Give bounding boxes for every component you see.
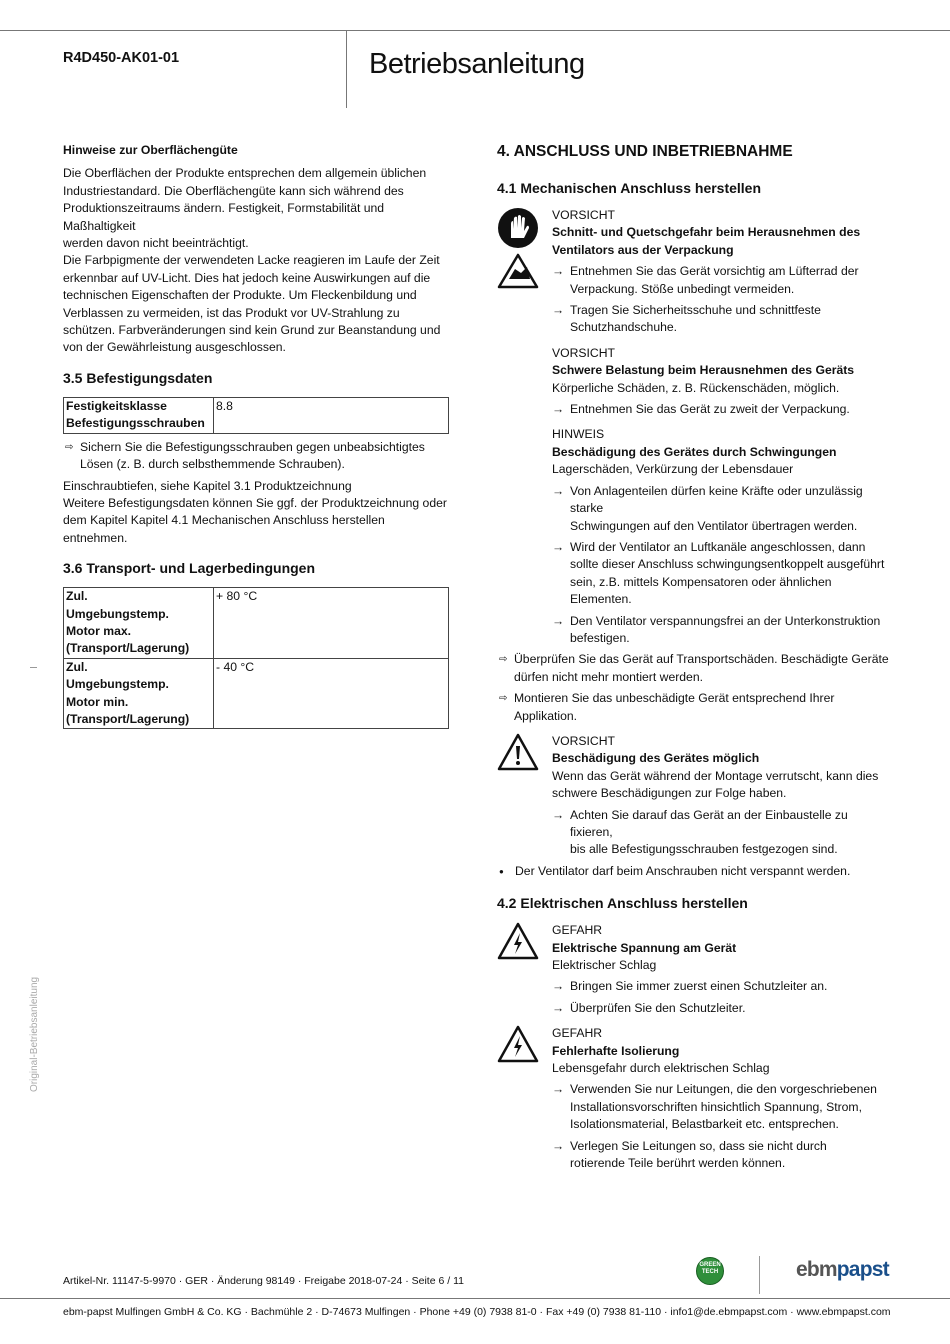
gloves-mandatory-icon [497,207,539,291]
section-heading: 4. ANSCHLUSS UND INBETRIEBNAHME [497,143,793,160]
bullet-item [497,863,892,880]
electric-hazard-icon [497,1025,539,1065]
text-line: Überprüfen Sie das Gerät auf Transportschäden. Beschädigte Geräte [514,652,889,667]
table-key [64,588,214,659]
note-item [497,690,892,725]
arrow-icon: → [552,979,565,994]
text-line: Schnitt- und Quetschgefahr beim Herausnehmen des [552,225,861,240]
table-row [64,397,449,433]
text-line: Umgebungstemp. [66,606,169,621]
arrow-icon: → [552,303,565,318]
text-line: Von Anlagenteilen dürfen keine Kräfte oder unzulässig starke [570,483,863,516]
logo-part: papst [836,1258,889,1281]
table-key [64,397,214,433]
arrow-icon: → [552,1082,565,1097]
fix-note [63,439,449,474]
table-value: - 40 °C [214,658,449,729]
text-line: Sichern Sie die Befestigungsschrauben gegen unbeabsichtigtes [80,439,425,454]
arrow-icon: → [552,807,565,822]
note-arrow-icon: ⇨ [65,441,74,453]
text-line: Festigkeitsklasse [66,398,167,413]
margin-mark [30,667,37,668]
surface-heading: Hinweise zur Oberflächengüte [63,143,238,157]
warning-title: Fehlerhafte Isolierung [552,1043,680,1058]
text-line: erkennbar auf UV-Licht. Dies hat jedoch keine Auswirkungen auf die [63,270,431,285]
warning-desc: Elektrischer Schlag [552,958,657,973]
text-line: Lösen (z. B. durch selbsthemmende Schrauben). [80,457,345,472]
text-line: Verblassen zu vermeiden, ist das Produkt vor UV-Strahlung zu [63,305,400,320]
text-line: Die Oberflächen der Produkte entsprechen dem allgemein üblichen [63,166,427,181]
text-line: TECH [701,1269,719,1275]
document-id: R4D450-AK01-01 [63,50,180,66]
text-line: GREEN [699,1262,721,1268]
text-line: schützen. Farbveränderungen sind kein Grund zur Beanstandung und [63,323,441,338]
text-line: Zul. [66,589,88,604]
arrow-icon: → [552,1000,565,1015]
action-item [552,1138,892,1173]
fix-heading: 3.5 Befestigungsdaten [63,369,213,386]
surface-text [63,165,449,356]
warning-icons [497,922,539,967]
arrow-icon: → [552,1138,565,1153]
action-item [552,1081,892,1133]
text-line: von der Gewährleistung ausgeschlossen. [63,340,286,355]
text-line: Motor max. [66,623,132,638]
left-column [63,142,449,729]
warning-block [497,733,892,859]
text-line: Umgebungstemp. [66,677,169,692]
text-line: Befestigungsschrauben [66,416,205,431]
warning-level: VORSICHT [552,208,615,222]
warning-triangle-icon [497,733,539,773]
arrow-icon: → [552,613,565,628]
text-line: Einschraubtiefen, siehe Kapitel 3.1 Produktzeichnung [63,478,352,493]
header-separator [346,30,347,108]
text-line: Die Farbpigmente der verwendeten Lacke reagieren im Laufe der Zeit [63,253,440,268]
text-line: Achten Sie darauf das Gerät an der Einbaustelle zu fixieren, [570,807,848,839]
text-line: Tragen Sie Sicherheitsschuhe und schnittfeste [570,303,821,318]
text-line: (Transport/Lagerung) [66,641,190,656]
text-line: Montieren Sie das unbeschädigte Gerät entsprechend Ihrer Applikation. [514,691,835,723]
transport-heading: 3.6 Transport- und Lagerbedingungen [63,560,316,577]
fix-table [63,397,449,434]
text-line: Entnehmen Sie das Gerät vorsichtig am Lüfterrad der [570,264,859,279]
table-key [64,658,214,729]
header-top-rule [0,30,950,31]
text-line: befestigen. [570,630,630,645]
fix-text [63,478,449,548]
warning-block [497,1025,892,1172]
table-row [64,588,449,659]
brand-logo [796,1256,889,1284]
action-item [552,302,892,337]
warning-icons [497,733,539,778]
footer-article: Artikel-Nr. 11147-5-9970 · GER · Änderung 98149 · Freigabe 2018-07-24 · Seite 6 / 11 [63,1275,464,1287]
warning-desc: Körperliche Schäden, z. B. Rückenschäden, möglich. [552,380,840,395]
warning-title: Schwere Belastung beim Herausnehmen des Geräts [552,363,855,378]
arrow-icon: → [552,539,565,554]
warning-desc: Lagerschäden, Verkürzung der Lebensdauer [552,462,794,477]
mech-heading: 4.1 Mechanischen Anschluss herstellen [497,180,762,196]
warning-title: Beschädigung des Gerätes durch Schwingungen [552,444,837,459]
table-value: + 80 °C [214,588,449,659]
document-title: Betriebsanleitung [369,48,585,80]
action-item [552,613,892,648]
warning-block [497,922,892,1017]
action-item [552,483,892,535]
text-line: (Transport/Lagerung) [66,711,190,726]
logo-part: ebm [796,1258,837,1281]
text-line: Schutzhandschuhe. [570,320,678,335]
text-line: sein, z.B. mittels Kompensatoren oder ähnlichen Elementen. [570,574,832,607]
text-line: dem Kapitel Kapitel 4.1 Mechanischen Anschluss herstellen entnehmen. [63,513,385,545]
text-line: Weitere Befestigungsdaten können Sie ggf. der Produktzeichnung oder [63,495,447,510]
text-line: Wird der Ventilator an Luftkanäle angeschlossen, dann [570,539,866,554]
note-arrow-icon: ⇨ [499,693,508,705]
warning-block [497,207,892,337]
warning-level: HINWEIS [552,427,605,442]
note-arrow-icon: ⇨ [499,654,508,666]
table-row [64,658,449,729]
text-line: schwere Beschädigungen zur Folge haben. [552,786,787,801]
text-line: Überprüfen Sie den Schutzleiter. [570,1000,746,1015]
text-line: werden davon nicht beeinträchtigt. [63,236,249,251]
text-line: technischen Eigenschaften der Produkte. Um Fleckenbildung und [63,288,417,303]
footer-rule [0,1298,950,1299]
text-line: Produktionszeitraums ändern. Festigkeit, Formstabilität und Maßhaltigkeit [63,201,385,233]
action-item [552,539,892,609]
action-item [552,401,892,418]
text-line: Zul. [66,659,88,674]
bullet-icon: ● [499,866,504,876]
warning-level: VORSICHT [552,345,615,360]
text-line: Der Ventilator darf beim Anschrauben nicht verspannt werden. [515,863,851,878]
text-line: bis alle Befestigungsschrauben festgezogen sind. [570,842,838,857]
action-item [552,807,892,859]
text-line: Den Ventilator verspannungsfrei an der Unterkonstruktion [570,613,881,628]
action-item [552,1000,892,1017]
logo-separator [759,1256,760,1294]
text-line: Schwingungen auf den Ventilator übertragen werden. [570,518,858,533]
text-line: rotierende Teile berührt werden können. [570,1156,786,1171]
warning-title: Beschädigung des Gerätes möglich [552,751,760,766]
text-line: Ventilators aus der Verpackung [552,242,734,257]
text-line: Verlegen Sie Leitungen so, dass sie nicht durch [570,1138,827,1153]
text-line: Entnehmen Sie das Gerät zu zweit der Verpackung. [570,402,850,417]
text-line: Verpackung. Stöße unbedingt vermeiden. [570,281,795,296]
warning-title: Elektrische Spannung am Gerät [552,940,737,955]
warning-level: GEFAHR [552,1026,603,1041]
text-line: sollte dieser Anschluss schwingungsentkoppelt ausgeführt [570,557,885,572]
transport-table [63,587,449,729]
table-value: 8.8 [214,397,449,433]
text-line: dürfen nicht mehr montiert werden. [514,669,703,684]
badge-label [696,1262,724,1276]
warning-desc: Lebensgefahr durch elektrischen Schlag [552,1061,770,1076]
action-item [552,263,892,298]
warning-block [497,345,892,419]
arrow-icon: → [552,402,565,417]
warning-icons [497,207,539,296]
warning-desc [552,768,892,803]
text-line: Verwenden Sie nur Leitungen, die den vorgeschriebenen [570,1082,877,1097]
warning-block [497,426,892,647]
text-line: Motor min. [66,694,129,709]
warning-level: GEFAHR [552,923,603,938]
elec-heading: 4.2 Elektrischen Anschluss herstellen [497,895,748,912]
note-item [497,651,892,686]
electric-hazard-icon [497,922,539,962]
sidebar-label: Original-Betriebsanleitung [29,976,40,1092]
text-line: Installationsvorschriften hinsichtlich Spannung, Strom, [570,1099,862,1114]
text-line: Bringen Sie immer zuerst einen Schutzleiter an. [570,979,828,994]
text-line: Wenn das Gerät während der Montage verrutscht, kann dies [552,768,879,783]
footer-company: ebm-papst Mulfingen GmbH & Co. KG · Bachmühle 2 · D-74673 Mulfingen · Phone +49 (0) 7938 81-0 · Fax +49 (0) 7938 81-110 · info1@de.ebmpapst.com · www.ebmpapst.com [63,1306,891,1318]
right-column [497,142,892,1173]
warning-icons [497,1025,539,1070]
text-line: Industriestandard. Die Oberflächengüte kann sich während des [63,183,404,198]
warning-title [552,224,892,259]
text-line: Isolationsmaterial, Belastbarkeit etc. entsprechen. [570,1117,839,1132]
action-item [552,978,892,995]
warning-level: VORSICHT [552,733,615,748]
arrow-icon: → [552,264,565,279]
arrow-icon: → [552,483,565,498]
